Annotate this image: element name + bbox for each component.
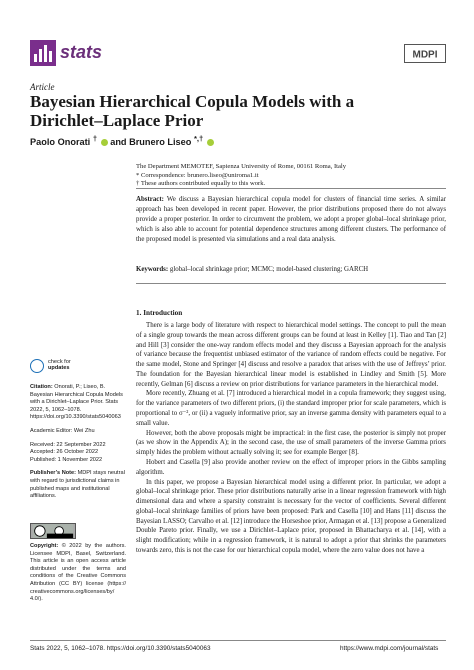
- stats-journal-logo-icon: [30, 40, 56, 66]
- svg-text:MDPI: MDPI: [412, 49, 438, 61]
- article-info-sidebar: [30, 384, 126, 507]
- keywords-label: Keywords:: [136, 266, 169, 273]
- editor-name: Wei Zhu: [73, 427, 95, 434]
- keywords: [136, 265, 446, 275]
- author-marker: *,†: [193, 134, 204, 143]
- journal-name: stats: [60, 42, 103, 62]
- author-marker: †: [92, 134, 98, 143]
- abstract-label: Abstract:: [136, 196, 164, 203]
- author-name[interactable]: and Brunero Liseo: [110, 137, 192, 148]
- editor-label: Academic Editor:: [30, 427, 73, 434]
- paragraph: In this paper, we propose a Bayesian hierarchical model using a different prior. In particular, we adopt a global–local shrinkage prior. These prior distributions naturally arise in a linear regression framework with high dimensional data and where a sparsity constraint is necessary for the vector of coefficients. Several different global–local shrinkage families of priors have been proposed: Park and Casella [10] and Hans [11] discuss the Bayesian LASSO; Carvalho et al. [12] introduce the Horseshoe prior, Armagan et al. [13] propose a Generalized Double Pareto prior. Finally, we use a Dirichlet–Laplace prior, proposed in Bhattacharya et al. [14], with a slight modification; while in a regression framework, it is natural to adopt a prior that shrinks the parameters towards zero, this is not the case for our hierarchical copula model, where the zero value does not have a: [136, 478, 446, 554]
- footer-divider: [30, 640, 446, 641]
- paragraph: More recently, Zhuang et al. [7] introduced a hierarchical model in a copula framework; they suggest using, for the variance parameters of two different priors, (i) the standard improper prior for scale parameters, which is proportional to σ⁻², or (ii) a vaguely informative prior, say an inverse gamma density with parameters equal to a small value.: [136, 390, 446, 427]
- author-list: [30, 134, 214, 147]
- copyright-notice: [30, 543, 126, 604]
- abstract: [136, 195, 446, 245]
- body-text: [136, 321, 446, 556]
- citation-label: Citation:: [30, 384, 53, 390]
- paragraph: There is a large body of literature with respect to hierarchical model settings. The concept to pull the mean of a single group towards the mean across different groups can be found at least in Kelley [1]. Tiao and Tan [2] and Hill [3] consider the one-way random effects model and they discuss a Bayesian approach for the analysis of variance because the frequentist unbiased estimator of the variance of random effects could be negative. For the same model, Stone and Springer [4] discuss and resolve a paradox that arises with the use of Jeffreys’ prior. The foundation for the Bayesian hierarchical linear model is established in Lindley and Smith [5]. More recently, Gelman [6] discuss a review on prior distributions for variance parameters in the hierarchical model.: [136, 322, 446, 388]
- affiliation-line: The Department MEMOTEF, Sapienza University of Rome, 00161 Roma, Italy: [136, 163, 347, 170]
- divider: [136, 283, 446, 284]
- article-type: Article: [30, 82, 55, 92]
- check-for-updates-link[interactable]: [48, 359, 71, 372]
- keywords-text: global–local shrinkage prior; MCMC; model-based clustering; GARCH: [169, 266, 369, 273]
- check-updates-line: check for: [48, 359, 71, 365]
- cc-by-license-icon[interactable]: [30, 523, 76, 539]
- author-name[interactable]: Paolo Onorati: [30, 137, 91, 148]
- published-date: Published: 1 November 2022: [30, 456, 103, 463]
- copyright-label: Copyright:: [30, 543, 59, 549]
- publisher-note-label: Publisher’s Note:: [30, 470, 77, 477]
- received-date: Received: 22 September 2022: [30, 441, 106, 448]
- mdpi-logo-icon: [404, 44, 446, 63]
- correspondence-line[interactable]: * Correspondence: brunero.liseo@uniroma1.it: [136, 171, 259, 179]
- abstract-text: We discuss a Bayesian hierarchical copula model for clusters of financial time series. A similar approach has been developed in recent paper. However, the prior distributions proposed there do not always provide a proper posterior. In order to circumvent the problem, we adopt a proper global–local shrinkage prior, which is also able to account for potential dependence structures among different clusters. The performance of the proposed model is presented via simulations and a real data analysis.: [136, 196, 446, 243]
- publisher-note: [30, 470, 126, 500]
- paragraph: However, both the above proposals might be impractical: in the first case, the posterior is simply not proper (as we show in the Appendix A); in the second case, the use of small parameters of the inverse Gamma priors simply hides the problem without actually solving it; see for example Berger [8].: [136, 429, 446, 457]
- check-updates-line: updates: [48, 365, 70, 372]
- citation-text[interactable]: Onorati, P.; Liseo, B. Bayesian Hierarchical Copula Models with a Dirichlet–Laplace Prior. Stats 2022, 5, 1062–1078. https://doi.org/10.3390/stats5040063: [30, 384, 123, 421]
- orcid-icon[interactable]: [101, 139, 108, 146]
- paragraph: Hobert and Casella [9] also provide another review on the effect of improper priors in the Gibbs sampling algorithm.: [136, 458, 446, 476]
- paper-title: Bayesian Hierarchical Copula Models with a Dirichlet–Laplace Prior: [30, 92, 355, 130]
- copyright-text: © 2022 by the authors. Licensee MDPI, Basel, Switzerland. This article is an open access article distributed under the terms and conditions of the Creative Commons Attribution (CC BY) license (https:// creativecommons.org/licenses/by/ 4.0/).: [30, 543, 126, 603]
- section-heading: 1. Introduction: [136, 309, 183, 317]
- academic-editor: [30, 428, 126, 436]
- divider: [136, 188, 446, 189]
- publisher-note-text: MDPI stays neutral with regard to jurisdictional claims in published maps and institutional affiliations.: [30, 470, 125, 500]
- footer-citation[interactable]: Stats 2022, 5, 1062–1078. https://doi.org/10.3390/stats5040063: [30, 645, 211, 652]
- affiliations: [136, 163, 446, 189]
- dates: [30, 442, 126, 465]
- accepted-date: Accepted: 26 October 2022: [30, 449, 99, 456]
- citation: [30, 384, 126, 422]
- equal-contribution-note: † These authors contributed equally to this work.: [136, 180, 266, 188]
- check-for-updates-icon[interactable]: [30, 359, 44, 373]
- footer-journal-url[interactable]: https://www.mdpi.com/journal/stats: [340, 645, 439, 652]
- orcid-icon[interactable]: [207, 139, 214, 146]
